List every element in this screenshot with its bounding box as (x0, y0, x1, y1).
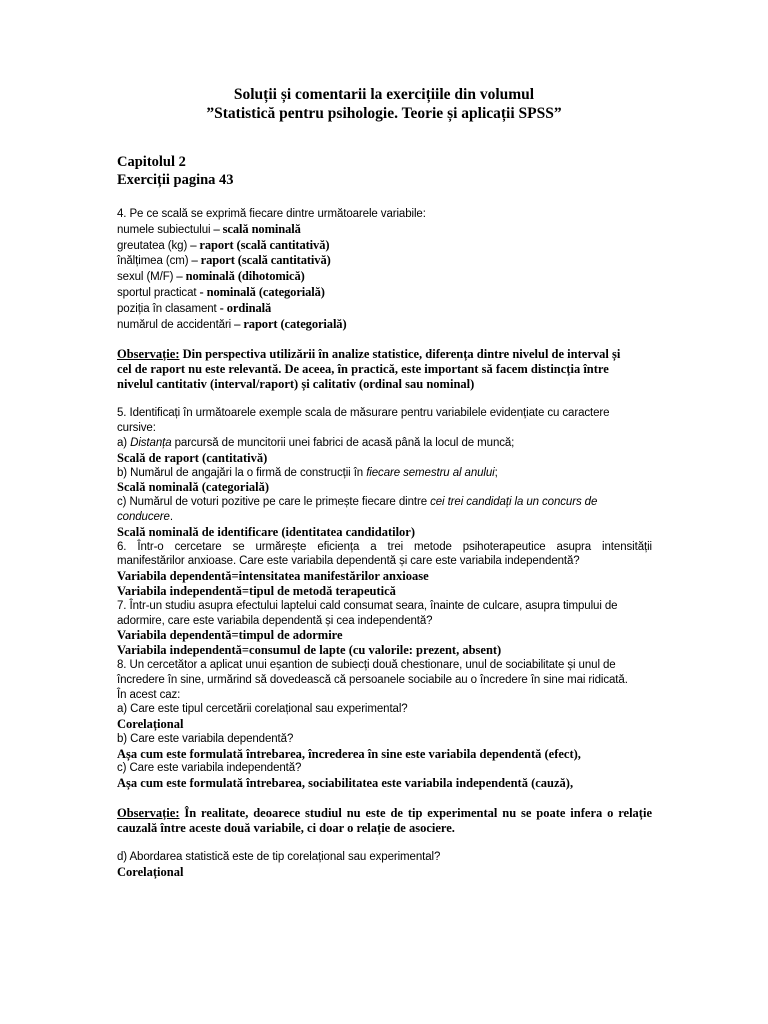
ex4-item-answer: raport (scală cantitativă) (199, 237, 330, 252)
obs2-text-1: În realitate, deoarece studiul nu este de tip experimental nu se poate infera o relație (179, 805, 652, 820)
ex5-b-prefix: b) Numărul de angajări la o firmă de construcții în (117, 466, 367, 479)
ex8-question-d: d) Abordarea statistică este de tip corelațional sau experimental? (117, 851, 441, 864)
ex7-question-line-2: adormire, care este variabila dependentă și cea independentă? (117, 614, 433, 627)
ex4-item (117, 253, 652, 269)
ex4-item (117, 238, 652, 254)
ex7-question-line-1: 7. Într-un studiu asupra efectului laptelui cald consumat seara, înainte de culcare, asupra timpului de (117, 599, 618, 612)
ex8-question-line-2: încredere în sine, urmărind să dovedească că persoanele sociabile au o încredere în sine mai ridicată. (117, 673, 628, 686)
ex4-item-separator: – (187, 237, 200, 252)
chapter-subtitle: Exerciții pagina 43 (117, 172, 234, 188)
ex5-c-prefix: c) Numărul de voturi pozitive pe care le primește fiecare dintre (117, 496, 431, 509)
ex4-item-variable: greutatea (kg) (117, 239, 188, 252)
ex7-answer-2: Variabila independentă=consumul de lapte (cu valorile: prezent, absent) (117, 643, 502, 658)
ex4-item-variable: sexul (M/F) (117, 271, 174, 284)
ex8-answer-a: Corelațional (117, 717, 184, 732)
chapter-label: Capitolul 2 (117, 154, 186, 170)
obs1-line-1 (117, 347, 652, 362)
ex8-answer-d: Corelațional (117, 865, 184, 880)
ex8-question-b: b) Care este variabila dependentă? (117, 732, 294, 745)
ex4-item-answer: nominală (dihotomică) (185, 269, 305, 284)
ex5-b (117, 466, 652, 481)
ex6-answer-1: Variabila dependentă=intensitatea manifestărilor anxioase (117, 569, 429, 584)
ex4-item-answer: ordinală (226, 300, 272, 315)
doc-title-line-1: Soluții și comentarii la exercițiile din volumul (233, 86, 535, 103)
ex8-question-line-1: 8. Un cercetător a aplicat unui eșantion de subiecți două chestionare, unul de sociabilitate și unul de (117, 658, 616, 671)
ex5-a-italic: Distanța (130, 436, 172, 449)
ex5-c-text: . (169, 510, 173, 523)
doc-title-line-2: ”Statistică pentru psihologie. Teorie și aplicații SPSS” (206, 105, 562, 122)
ex5-c-cont (117, 510, 652, 525)
ex8-answer-b: Așa cum este formulată întrebarea, încrederea în sine este variabila dependentă (efect), (117, 746, 581, 761)
obs1-label: Observație: (117, 347, 180, 362)
obs2-line-2: cauzală între aceste două variabile, ci doar o relație de asociere. (117, 820, 455, 835)
ex8-question-a: a) Care este tipul cercetării corelațional sau experimental? (117, 703, 408, 716)
ex5-b-answer: Scală nominală (categorială) (117, 480, 270, 495)
ex4-item-separator: – (231, 316, 244, 331)
obs1-text-1: Din perspectiva utilizării în analize statistice, diferența dintre nivelul de interval și (179, 347, 621, 362)
ex4-item (117, 269, 652, 285)
ex4-item-answer: raport (scală cantitativă) (200, 253, 331, 268)
ex4-answer-list (117, 222, 652, 333)
ex4-item-variable: poziția în clasament (117, 302, 217, 315)
obs1-line-3: nivelul cantitativ (interval/raport) și calitativ (ordinal sau nominal) (117, 376, 475, 391)
ex5-question-line-1: 5. Identificați în următoarele exemple scala de măsurare pentru variabilele evidențiate cu caractere (117, 407, 610, 420)
obs2-line-1 (117, 806, 652, 821)
ex5-a-answer: Scală de raport (cantitativă) (117, 450, 268, 465)
ex4-item-variable: numărul de accidentări (117, 318, 232, 331)
ex5-c-italic-2: conducere (117, 510, 170, 523)
ex4-item-separator: – (173, 269, 186, 284)
ex4-item-variable: sportul practicat (117, 286, 197, 299)
ex4-item-separator: – (210, 221, 223, 236)
ex6-question-line-2: manifestărilor anxioase. Care este variabila dependentă și care este variabila independentă? (117, 555, 580, 568)
ex8-answer-c: Așa cum este formulată întrebarea, sociabilitatea este variabila independentă (cauză), (117, 776, 574, 791)
ex4-item-variable: înălțimea (cm) (117, 255, 189, 268)
ex4-item-variable: numele subiectului (117, 223, 211, 236)
ex4-item-separator: - (216, 300, 227, 315)
ex4-item-answer: raport (categorială) (243, 316, 347, 331)
ex5-b-italic: fiecare semestru al anului (366, 466, 495, 479)
ex6-question-line-1: 6. Într-o cercetare se urmărește eficiența a trei metode psihoterapeutice asupra intensității (117, 540, 652, 553)
ex5-a (117, 436, 652, 451)
ex5-b-text: ; (494, 466, 498, 479)
ex4-item (117, 317, 652, 333)
ex5-c-answer: Scală nominală de identificare (identitatea candidatilor) (117, 524, 416, 539)
ex7-answer-1: Variabila dependentă=timpul de adormire (117, 628, 343, 643)
obs2-label: Observație: (117, 805, 180, 820)
ex5-a-prefix: a) (117, 436, 131, 449)
ex6-answer-2: Variabila independentă=tipul de metodă terapeutică (117, 583, 396, 598)
ex8-question-c: c) Care este variabila independentă? (117, 762, 302, 775)
ex8-question-line-3: În acest caz: (117, 688, 181, 701)
ex4-item (117, 222, 652, 238)
ex4-item (117, 301, 652, 317)
ex4-question: 4. Pe ce scală se exprimă fiecare dintre următoarele variabile: (117, 208, 426, 220)
ex5-question-line-2: cursive: (117, 422, 156, 435)
ex4-item-separator: – (188, 253, 201, 268)
document-body (117, 207, 652, 880)
ex4-item-answer: nominală (categorială) (206, 284, 325, 299)
ex4-item-answer: scală nominală (222, 221, 301, 236)
ex4-item-separator: - (196, 284, 207, 299)
ex4-item (117, 285, 652, 301)
ex5-a-text: parcursă de muncitorii unei fabrici de acasă până la locul de muncă; (171, 436, 515, 449)
ex5-c-italic: cei trei candidați la un concurs de (430, 496, 598, 509)
ex5-c (117, 495, 652, 510)
obs1-line-2: cel de raport nu este relevantă. De aceea, în practică, este important să facem distincția între (117, 361, 609, 376)
